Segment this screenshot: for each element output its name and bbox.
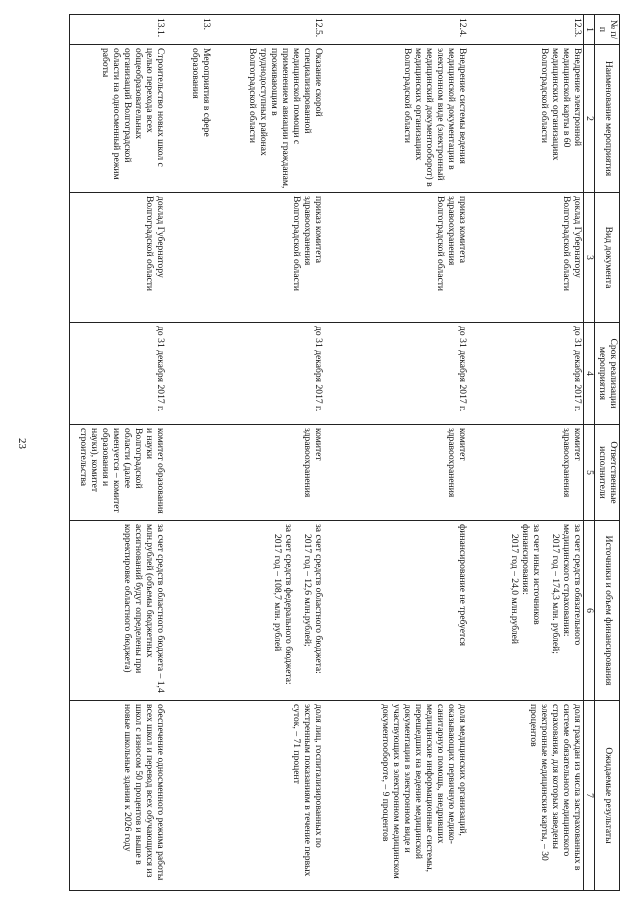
funding-line: за счет средств обязательного медицинского страхования: bbox=[561, 524, 584, 646]
document-type: приказ комитета здравоохранения Волгоградской области bbox=[324, 193, 468, 323]
expected-result: доля медицинских организаций, оказывающих первичную медико-санитарную помощь, внедривших медицинские информационные системы, перешедших на ведение медицинской документации в электронном виде и участвующих в электронном медицинском документообороте, – 9 процентов bbox=[324, 701, 468, 891]
funding bbox=[468, 521, 584, 701]
table-row bbox=[166, 15, 212, 891]
table-row bbox=[212, 15, 324, 891]
deadline: до 31 декабря 2017 г. bbox=[212, 323, 324, 425]
table-row bbox=[70, 15, 166, 891]
funding bbox=[324, 521, 468, 701]
funding-line: за счет средств областного бюджета – 1,4 млн.рублей (объемы бюджетных ассигнований будут определены при корректировке областного бюджета) bbox=[121, 524, 166, 693]
deadline: до 31 декабря 2017 г. bbox=[70, 323, 166, 425]
page-number: 23 bbox=[16, 438, 28, 449]
document-type bbox=[166, 193, 212, 323]
funding-line: за счет средств федерального бюджета: bbox=[282, 524, 294, 685]
measure-name: Оказание скорой специализированной медицинской помощи с применением авиации гражданам, проживающим в труднодоступных районах Волгоградской области bbox=[212, 45, 324, 193]
row-number: 12.4. bbox=[324, 15, 468, 45]
table-row bbox=[324, 15, 468, 891]
header-name: Наименование мероприятия bbox=[595, 45, 620, 193]
funding-line: 2017 год – 108,7 млн. рублей bbox=[271, 534, 283, 652]
funding bbox=[212, 521, 324, 701]
funding-line: за счет иных источников финансирования: bbox=[520, 524, 543, 625]
funding-line: 2017 год – 12,6 млн.рублей; bbox=[301, 534, 313, 647]
column-number: 3 bbox=[584, 193, 595, 323]
header-responsible: Ответственные исполнители bbox=[595, 425, 620, 521]
funding-line: за счет средств областного бюджета: bbox=[312, 524, 324, 674]
measure-name: Мероприятия в сфере образования bbox=[166, 45, 212, 193]
measure-name: Внедрение системы ведения медицинской документации в электронном виде (электронный медицинский документооборот) в медицинских организациях Волгоградской области bbox=[324, 45, 468, 193]
column-number: 5 bbox=[584, 425, 595, 521]
header-doc: Вид документа bbox=[595, 193, 620, 323]
deadline: до 31 декабря 2017 г. bbox=[468, 323, 584, 425]
column-number-row bbox=[584, 15, 595, 891]
header-row bbox=[595, 15, 620, 891]
column-number: 4 bbox=[584, 323, 595, 425]
responsible: комитет здравоохранения bbox=[468, 425, 584, 521]
responsible bbox=[166, 425, 212, 521]
measure-name: Строительство новых школ с целью перехода всех общеобразовательных организаций Волгоградской области на односменный режим работы bbox=[70, 45, 166, 193]
row-number: 12.3. bbox=[468, 15, 584, 45]
measures-table bbox=[69, 14, 620, 891]
column-number: 1 bbox=[584, 15, 595, 45]
expected-result bbox=[166, 701, 212, 891]
column-number: 2 bbox=[584, 45, 595, 193]
deadline: до 31 декабря 2017 г. bbox=[324, 323, 468, 425]
funding-line: финансирование не требуется bbox=[456, 524, 468, 647]
row-number: 13.1. bbox=[70, 15, 166, 45]
measure-name: Внедрение электронной медицинской карты в 60 медицинских организациях Волгоградской области bbox=[468, 45, 584, 193]
responsible: комитет здравоохранения bbox=[212, 425, 324, 521]
expected-result: доля лиц, госпитализированных по экстренным показаниям в течение первых суток, – 71 процент bbox=[212, 701, 324, 891]
header-funding: Источники и объем финансирования bbox=[595, 521, 620, 701]
funding bbox=[70, 521, 166, 701]
table-row bbox=[468, 15, 584, 891]
row-number: 12.5. bbox=[212, 15, 324, 45]
funding-line: 2017 год – 24,0 млн.рублей bbox=[509, 534, 521, 645]
responsible: комитет образования и науки Волгоградской области (далее именуется – комитет образования и науки), комитет строительства bbox=[70, 425, 166, 521]
expected-result: обеспечение односменного режима работы всех школ и перевод всех обучающихся из школ с износом 50 процентов и выше в новые школьные здания к 2026 году bbox=[70, 701, 166, 891]
column-number: 7 bbox=[584, 701, 595, 891]
rotated-page-content bbox=[60, 14, 620, 890]
deadline bbox=[166, 323, 212, 425]
row-number: 13. bbox=[166, 15, 212, 45]
header-num: № п/п bbox=[595, 15, 620, 45]
document-type: доклад Губернатору Волгоградской области bbox=[70, 193, 166, 323]
funding-line: 2017 год – 174,3 млн. рублей; bbox=[550, 534, 562, 654]
header-deadline: Срок реализации мероприятия bbox=[595, 323, 620, 425]
funding bbox=[166, 521, 212, 701]
document-type: доклад Губернатору Волгоградской области bbox=[468, 193, 584, 323]
header-result: Ожидаемые результаты bbox=[595, 701, 620, 891]
responsible: комитет здравоохранения bbox=[324, 425, 468, 521]
expected-result: доля граждан из числа застрахованных в системе обязательного медицинского страхования, для которых заведены электронные медицинские карты, – 30 процентов bbox=[468, 701, 584, 891]
column-number: 6 bbox=[584, 521, 595, 701]
document-type: приказ комитета здравоохранения Волгоградской области bbox=[212, 193, 324, 323]
